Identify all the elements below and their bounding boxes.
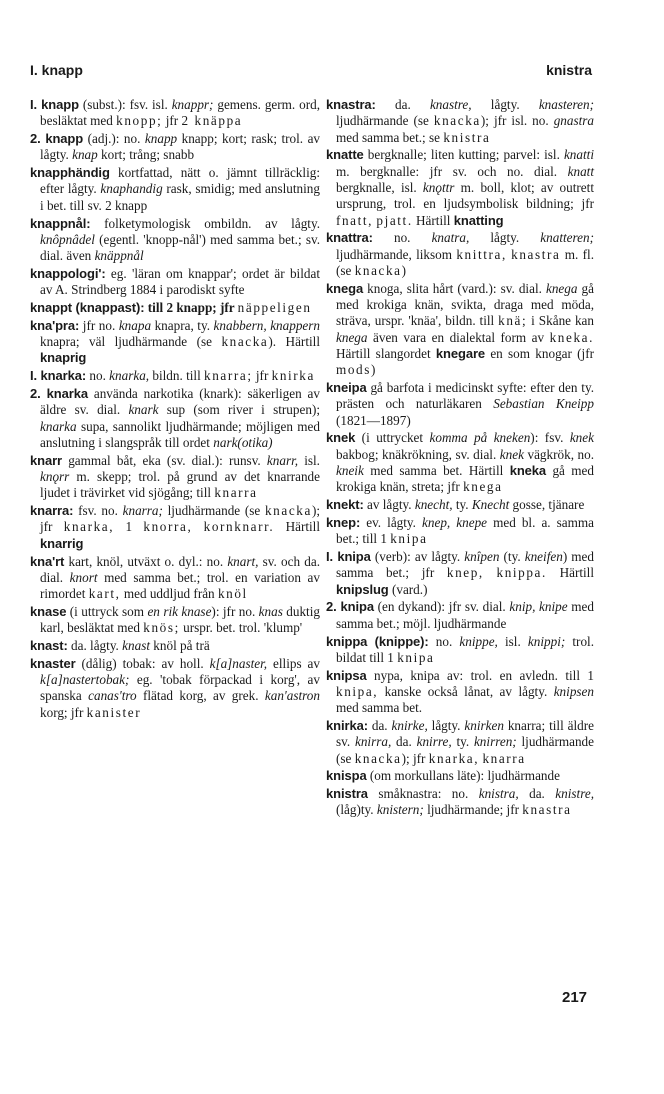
dictionary-entry [326,634,594,667]
cross-reference: knarra [482,750,526,766]
dictionary-entry [326,786,594,819]
etymon-italic: knart, [227,553,259,569]
etymon-italic: knarka [40,418,77,434]
entry-text: ) [370,362,376,378]
entry-text: använda narkotika (knark): säkerligen av äldre sv. dial. [40,386,320,418]
etymon-italic: knabbern, knappern [213,317,320,333]
entry-text: eg. 'tobak förpackad i korg', av spanska [40,672,320,704]
headword: knekt: [326,497,364,513]
headword: I. knapp [30,97,79,112]
entry-text: kanske också lånat, av lågty. [378,683,554,699]
dictionary-entry [30,554,320,603]
headword: knipslug [336,581,389,597]
entry-text: ellips av [267,655,320,671]
entry-text: även vara en dialektal form av [367,329,550,345]
etymon-italic: k[a]nastertobak; [40,672,130,688]
entry-text: eg. 'läran om knappar'; ordet är bildat av A. Strindberg 1884 i parodiskt syfte [40,265,320,298]
dictionary-entry [326,230,594,279]
entry-text: urspr. bet. trol. 'klump' [179,620,303,636]
entry-text: Härtill slangordet [336,345,436,361]
headword: knippa (knippe): [326,633,429,649]
etymon-italic: nark(otika) [213,434,273,450]
dictionary-entry [326,97,594,146]
running-head [30,62,592,82]
cross-reference: knarka, [428,750,480,766]
etymon-italic: Knecht [471,497,510,513]
cross-reference: knacka [264,503,312,519]
dictionary-entry [30,131,320,164]
entry-text: av lågty. [363,497,415,513]
etymon-italic: en rik knase [147,603,212,619]
entry-text [192,519,203,534]
cross-reference: knipa [390,531,428,547]
cross-reference: knorra, [143,519,193,535]
entry-text: till 2 knapp; jfr [144,300,238,316]
entry-text: (vard.) [388,581,428,597]
cross-reference: kneka. [549,329,594,345]
etymon-italic: knatt [567,163,594,179]
entry-text: supa, sannolikt ljudhärmande; möjligen med anslutning i slangspråk till ordet [40,418,320,450]
etymon-italic: knasteren; [538,97,594,112]
dictionary-entry [326,380,594,429]
right-column [326,97,594,820]
etymon-italic: Sebastian Kneipp [493,396,594,412]
dictionary-entry [326,281,594,379]
entry-text: korg; jfr [40,704,87,720]
cross-reference: knacka [354,262,402,278]
entry-text: Härtill [412,212,454,228]
headword: knarrig [40,535,84,551]
entry-text: lågty. [471,97,539,112]
entry-text: bergknalle; liten kutting; parvel: isl. [363,147,564,163]
entry-text: med samma bet.; trol. en variation av rimordet [40,569,320,602]
entry-text: knarra; till äldre sv. [336,717,594,750]
entry-text: ljudhärmande (se [336,113,434,129]
etymon-italic: knaphandig [100,181,163,197]
etymon-italic: knirra, [354,734,392,750]
etymon-italic: knark [128,402,159,418]
headword: knatting [453,212,504,228]
entry-text: med uddljud från [120,586,218,602]
entry-text: gosse, tjänare [509,497,585,513]
entry-text: jfr [252,368,272,384]
cross-reference: knippa. [496,565,547,581]
headword: 2. knapp [30,131,84,147]
entry-text: m. skepp; trol. på grund av det knarrande ljudet i trävirket vid sjögång; till [40,469,320,501]
headword: knapphändig [30,165,110,181]
cross-reference: 2 knäppa [181,113,243,129]
entry-text [484,565,497,580]
entry-text: da. [391,734,417,750]
entry-text: ) [401,262,407,278]
etymon-italic: knap [72,147,98,163]
cross-reference: knarka, [63,519,115,535]
dictionary-entry [30,503,320,552]
headword: knast: [30,638,68,653]
etymon-italic: knôpnâdel [40,231,95,247]
etymon-italic: knarr, [266,452,299,468]
entry-text: ljudhärmande, liksom [336,246,457,262]
etymon-italic: komma på kneken [429,430,531,446]
entry-text: ): jfr no. [211,603,259,619]
etymon-italic: knecht, [414,497,453,513]
dictionary-entry [326,718,594,767]
entry-text: lågty. [469,230,541,246]
cross-reference: näppeligen [237,300,312,316]
etymon-italic: knarra; [122,503,163,519]
entry-text: (om morkullans läte): ljudhärmande [366,768,560,784]
cross-reference: knacka [354,750,402,766]
entry-text: duktig karl, besläktat med [40,603,320,636]
cross-reference: knipa [397,649,435,665]
headword: kneipa [326,380,367,396]
headword: kna'rt [30,553,65,569]
dictionary-entry [30,318,320,367]
entry-text: da. [518,786,556,802]
dictionary-entry [30,368,320,384]
entry-text: isl. [298,452,320,468]
entry-text: Härtill [546,565,594,581]
entry-text: småknastra: no. [367,786,479,802]
entry-text: gemens. germ. ord, besläktat med [40,97,320,129]
etymon-italic: knast [122,638,150,653]
page-number: 217 [562,989,588,1006]
entry-text: nypa, knipa av: trol. en avledn. till 1 [366,667,594,683]
entry-text: ljudhärmande (se [336,734,594,766]
etymon-italic: knäppnål [94,248,144,264]
etymon-italic: knistre, [555,786,594,802]
etymon-italic: knastre, [429,97,472,112]
entry-text: (i uttryck som [66,603,148,619]
dictionary-entry [30,97,320,130]
running-head-first-entry: I. knapp [30,62,83,78]
entry-text: knoga, slita hårt (vard.): sv. dial. [363,280,546,296]
dictionary-entry [326,599,594,632]
headword: 2. knarka [30,386,89,402]
headword: knaster [30,655,76,671]
entry-text: da. [375,97,430,112]
etymon-italic: knǫrr [40,469,70,485]
entry-text: Härtill [274,519,320,535]
entry-text: m. bergknalle: jfr sv. och no. dial. [336,163,568,179]
headword: knep: [326,514,361,530]
entry-text: folketymologisk ombildn. av lågty. [90,215,320,231]
entry-text: ljudhärmande (se [162,503,265,519]
entry-text: ): fsv. [530,430,570,446]
dictionary-entry [326,515,594,548]
cross-reference: mods [336,362,371,378]
entry-text: gå med krokiga knän, svikta, draga med möda, sträva, urspr. 'knäa', bildn. till [336,280,594,329]
etymon-italic: knǫttr [422,179,455,195]
dictionary-entry [30,638,320,654]
dictionary-entry [30,453,320,502]
entry-text: no. [86,368,110,384]
cross-reference: kornknarr. [203,519,275,535]
entry-text: ljudhärmande; jfr [423,802,523,818]
headword: 2. knipa [326,599,374,615]
dictionary-entry [30,604,320,637]
cross-reference: fnatt, [336,212,374,228]
dictionary-entry [30,165,320,214]
cross-reference: knopp; [116,113,163,129]
cross-reference: knastra [511,246,561,262]
entry-text: med samma bet. Härtill [363,463,510,479]
etymon-italic: kan'astron [264,688,320,704]
etymon-italic: k[a]naster, [209,655,268,671]
dictionary-entry [30,216,320,265]
etymon-italic: knatra, [431,230,470,246]
headword: knegare [435,345,486,361]
cross-reference: knä; [498,313,528,329]
headword: knaprig [40,350,87,366]
etymon-italic: knapp [144,131,178,147]
cross-reference: knega [463,479,503,495]
cross-reference: knacka [221,334,269,350]
headword: kna'pra: [30,317,80,333]
entry-text: jfr no. [79,317,119,333]
headword: kneka [509,463,547,479]
dictionary-entry [326,768,594,784]
entry-text: (1821—1897) [336,412,411,428]
headword: I. knipa [326,549,371,565]
entry-text: knöl på trä [150,638,210,653]
entry-text: fsv. no. [73,503,123,519]
etymon-italic: knek [569,430,594,446]
dictionary-entry [30,266,320,299]
entry-text: med samma bet.; möjl. ljudhärmande [336,599,594,631]
entry-text: med samma bet.; se [336,129,444,145]
headword: knappt (knappast): [30,300,145,316]
etymon-italic: knapa [118,317,152,333]
headword: knappologi': [30,265,106,281]
entry-text: ); jfr [401,750,429,766]
headword: knega [326,280,364,296]
entry-text: da. [367,717,392,733]
headword: knek [326,430,356,446]
headword: knastra: [326,97,376,112]
entry-text: bakbog; knäkrökning, sv. dial. [336,446,500,462]
etymon-italic: knippe, [459,633,498,649]
etymon-italic: knas [258,603,283,619]
entry-text: ); jfr isl. no. [480,113,554,129]
etymon-italic: knort [69,569,98,585]
entry-text: kart, knöl, utväxt o. dyl.: no. [64,553,228,569]
etymon-italic: knatteren; [540,230,594,246]
entry-text: isl. [497,633,528,649]
etymon-italic: knirke, [391,717,428,733]
entry-text: (subst.): fsv. isl. [78,97,172,112]
entry-text: jfr [162,113,182,129]
cross-reference: knarra [214,485,258,501]
entry-text: knapra; väl ljudhärmande (se [40,334,222,350]
entry-text: 1 [114,519,144,535]
headword: knatte [326,147,364,163]
entry-text: gå barfota i medicinskt syfte: efter den ty. prästen och naturläkaren [336,380,594,412]
cross-reference: knipa, [336,683,379,699]
entry-text: sup (som river i strupen); [158,402,320,418]
cross-reference: knarra; [204,368,253,384]
etymon-italic: kneik [336,463,364,479]
entry-text: rask, smidig; med anslutning i bet. till sv. 2 knapp [40,181,320,213]
etymon-italic: canas'tro [88,688,137,704]
entry-text: ); jfr [40,503,320,535]
entry-text: (ty. [499,549,525,565]
etymon-italic: knistern; [376,802,424,818]
entry-text: en som knogar (jfr [485,345,595,361]
entry-text: i Skåne kan [527,313,594,329]
etymon-italic: knega [336,329,368,345]
entry-text: vägkrök, no. [523,446,595,462]
entry-text: (verb): av lågty. [370,549,465,565]
etymon-italic: kneifen [524,549,563,565]
entry-text: da. lågty. [67,638,123,653]
entry-text: kortfattad, nätt o. jämnt tillräcklig: efter lågty. [40,165,320,197]
etymon-italic: knatti [563,147,594,163]
entry-text: ev. lågty. [360,514,423,530]
entry-text: med samma bet. [336,700,423,716]
entry-text: gå med krokiga knän, streta; jfr [336,463,594,495]
entry-text: (en dykand): jfr sv. dial. [373,599,510,615]
entry-text: med bl. a. samma bet.; till 1 [336,514,594,547]
dictionary-entry [326,497,594,513]
etymon-italic: knippi; [527,633,566,649]
etymon-italic: knappr; [171,97,214,112]
entry-text: (egentl. 'knopp-nål') med samma bet.; sv. dial. även [40,231,320,264]
etymon-italic: knek [499,446,524,462]
headword: knappnål: [30,215,91,231]
cross-reference: kart, [88,586,121,602]
cross-reference: knirka [271,368,315,384]
entry-text: (dålig) tobak: av holl. [75,655,210,671]
entry-text: m. boll, klot; av outrett ursprung, trol. en ljudsymbolisk bildning; jfr [336,179,594,212]
cross-reference: knastra [522,802,572,818]
entry-text: (adj.): no. [83,131,145,147]
etymon-italic: gnastra [553,113,594,129]
entry-text: ty. [451,734,474,750]
entry-text: flätad korg, av grek. [136,688,265,704]
dictionary-entry [30,300,320,316]
headword: knipsa [326,667,367,683]
cross-reference: knep, [446,565,484,581]
entry-text: bergknalle, isl. [336,179,423,195]
dictionary-entry [326,549,594,598]
entry-text: bildn. till [149,368,205,384]
headword: knarr [30,452,63,468]
entry-text: (låg)ty. [336,802,377,818]
headword: knarra: [30,503,74,519]
entry-text: no. [372,230,432,246]
entry-text: trol. bildat till 1 [336,633,594,665]
cross-reference: knistra [443,129,491,145]
entry-text: ) med samma bet.; jfr [336,549,594,581]
cross-reference: knacka [433,113,481,129]
entry-text: (i uttrycket [355,430,430,446]
left-column [30,97,320,722]
headword: knattra: [326,230,373,246]
etymon-italic: knîpen [464,549,500,565]
etymon-italic: knipsen [553,683,594,699]
cross-reference: knittra, [456,246,507,262]
dictionary-entry [30,386,320,451]
etymon-italic: knarka, [109,368,150,384]
headword: I. knarka: [30,368,87,384]
etymon-italic: knip, knipe [509,599,568,615]
running-head-last-entry: knistra [546,62,592,78]
dictionary-entry [30,656,320,721]
headword: knirka: [326,717,368,733]
entry-text: sv. och da. dial. [40,553,320,585]
etymon-italic: knistra, [478,786,519,802]
entry-text: no. [428,633,460,649]
headword: knistra [326,786,368,802]
etymon-italic: knep, knepe [422,514,488,530]
entry-text: ). Härtill [268,334,320,350]
entry-text: knapp; kort; rask; trol. av lågty. [40,131,321,163]
entry-text: m. fl. (se [336,246,594,278]
cross-reference: pjatt. [376,212,413,228]
cross-reference: kanister [86,704,142,720]
etymon-italic: knirken [464,717,504,733]
entry-text: kort; trång; snabb [97,147,195,163]
entry-text: lågty. [427,717,465,733]
dictionary-entry [326,430,594,495]
entry-text: ty. [452,497,472,513]
etymon-italic: knega [545,280,578,296]
dictionary-entry [326,668,594,717]
headword: knase [30,603,67,619]
dictionary-entry [326,147,594,228]
entry-text: gammal båt, eka (sv. dial.): runsv. [62,452,267,468]
entry-text: knapra, ty. [151,317,214,333]
cross-reference: knös; [143,620,180,636]
etymon-italic: knirre, [416,734,452,750]
cross-reference: knöl [217,586,248,602]
headword: knispa [326,768,367,784]
etymon-italic: knirren; [473,734,517,750]
